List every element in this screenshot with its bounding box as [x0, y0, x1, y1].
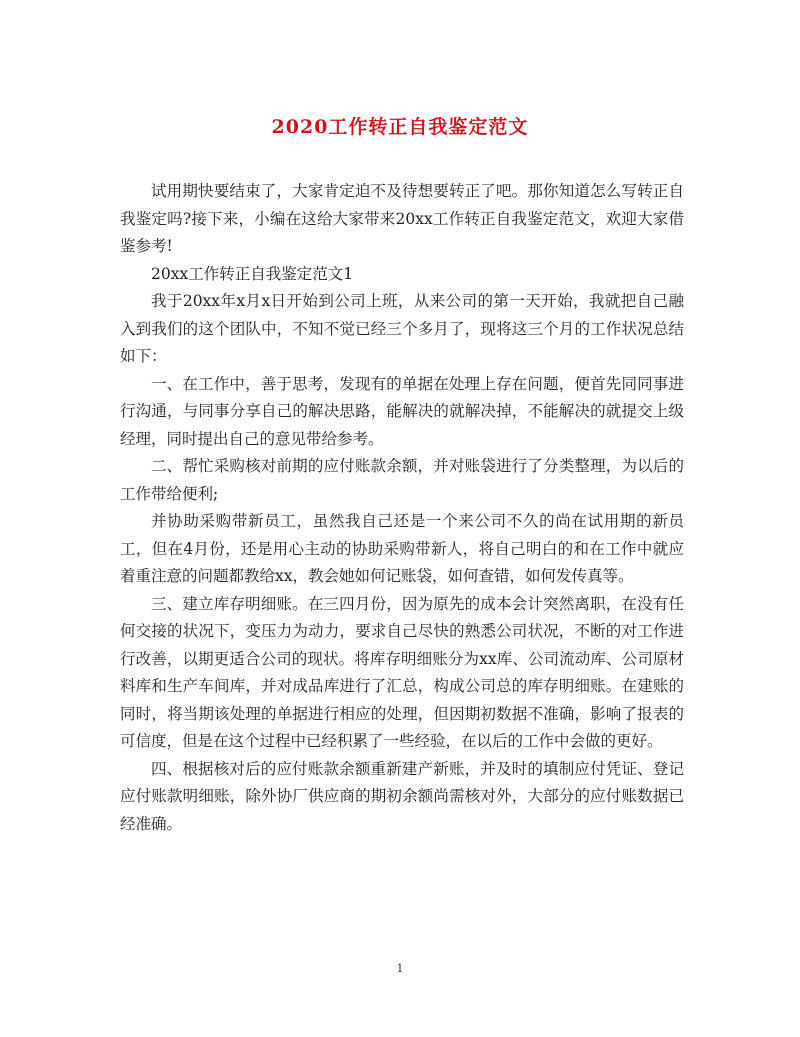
- body-paragraph: 二、帮忙采购核对前期的应付账款余额，并对账袋进行了分类整理，为以后的工作带给便利;: [120, 457, 684, 503]
- body-paragraph: 并协助采购带新员工，虽然我自己还是一个来公司不久的尚在试用期的新员工，但在4月份，还是用心主动的协助采购带新人，将自己明白的和在工作中就应着重注意的问题都教给xx，教会她如何记账袋，如何查错，如何发传真等。: [120, 512, 684, 585]
- intro-paragraph: 试用期快要结束了，大家肯定迫不及待想要转正了吧。那你知道怎么写转正自我鉴定吗?接下来，小编在这给大家带来20xx工作转正自我鉴定范文，欢迎大家借鉴参考!: [120, 182, 684, 255]
- body-paragraph: 我于20xx年x月x日开始到公司上班，从来公司的第一天开始，我就把自己融入到我们的这个团队中，不知不觉已经三个多月了，现将这三个月的工作状况总结如下：: [120, 292, 684, 365]
- body-paragraph: 一、在工作中，善于思考，发现有的单据在处理上存在问题，便首先同同事进行沟通，与同事分享自己的解决思路，能解决的就解决掉，不能解决的就提交上级经理，同时提出自己的意见带给参考。: [120, 374, 684, 448]
- section-heading: 20xx工作转正自我鉴定范文1: [151, 264, 354, 283]
- body-paragraph: 三、建立库存明细账。在三四月份，因为原先的成本会计突然离职，在没有任何交接的状况下，变压力为动力，要求自己尽快的熟悉公司状况，不断的对工作进行改善，以期更适合公司的现状。将库存明细账分为xx库、公司流动库、公司原材料库和生产车间库，并对成品库进行了汇总，构成公司总的库存明细账。在建账的同时，将当期该处理的单据进行相应的处理，但因期初数据不准确，影响了报表的可信度，但是在这个过程中已经积累了一些经验，在以后的工作中会做的更好。: [120, 594, 684, 750]
- document-body: [120, 178, 684, 838]
- document-title: 2020工作转正自我鉴定范文: [271, 116, 529, 138]
- page-number: 1: [396, 962, 404, 975]
- body-paragraph: 四、根据核对后的应付账款余额重新建产新账，并及时的填制应付凭证、登记应付账款明细账，除外协厂供应商的期初余额尚需核对外，大部分的应付账数据已经准确。: [120, 759, 684, 833]
